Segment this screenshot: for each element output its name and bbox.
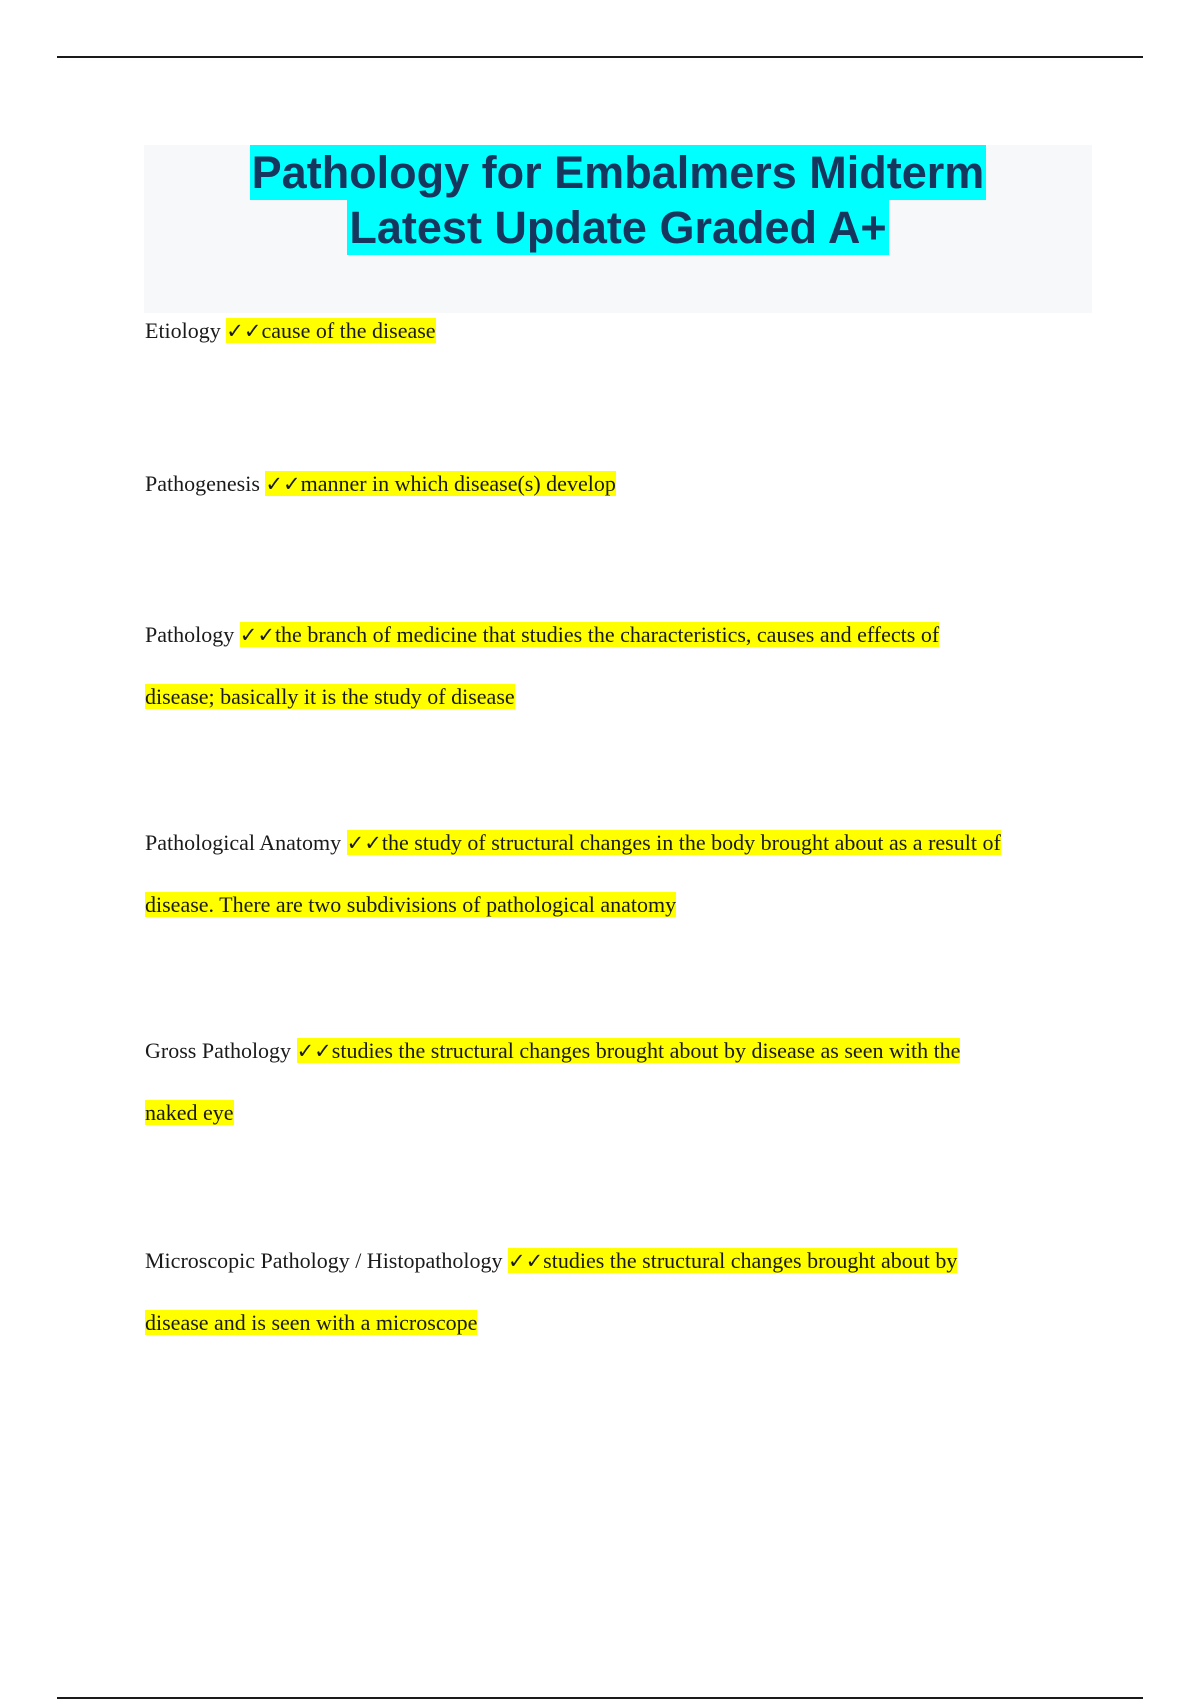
bottom-rule (57, 1697, 1143, 1699)
qa-entry-pathological-anatomy (145, 812, 1095, 935)
definition-text-continued: disease; basically it is the study of disease (145, 684, 515, 709)
double-check-icon: ✓✓ (265, 472, 301, 496)
double-check-icon: ✓✓ (226, 319, 262, 343)
qa-entry-pathology (145, 604, 1095, 727)
definition-text: the branch of medicine that studies the characteristics, causes and effects of (274, 622, 940, 647)
title-block (144, 145, 1092, 313)
definition-text-continued: disease. There are two subdivisions of pathological anatomy (145, 892, 677, 917)
definition-text-continued: disease and is seen with a microscope (145, 1310, 478, 1335)
qa-entry-pathogenesis (145, 453, 1095, 515)
qa-entry-microscopic-pathology (145, 1230, 1095, 1353)
double-check-icon: ✓✓ (239, 623, 275, 647)
definition-text: studies the structural changes brought about by disease as seen with the (331, 1038, 961, 1063)
qa-entry-etiology (145, 300, 1095, 362)
term-label: Pathology (145, 622, 235, 647)
definition-text: cause of the disease (261, 318, 436, 343)
term-label: Etiology (145, 318, 221, 343)
term-label: Gross Pathology (145, 1038, 292, 1063)
term-label: Pathological Anatomy (145, 830, 342, 855)
double-check-icon: ✓✓ (346, 831, 382, 855)
term-label: Microscopic Pathology / Histopathology (145, 1248, 503, 1273)
double-check-icon: ✓✓ (296, 1039, 332, 1063)
document-title-line-1: Pathology for Embalmers Midterm (251, 147, 985, 198)
double-check-icon: ✓✓ (507, 1249, 544, 1273)
definition-text: manner in which disease(s) develop (300, 471, 616, 496)
definition-text: studies the structural changes brought about by (543, 1248, 958, 1273)
qa-entry-gross-pathology (145, 1020, 1095, 1143)
document-title-line-2: Latest Update Graded A+ (349, 202, 887, 253)
term-label: Pathogenesis (145, 471, 260, 496)
definition-text-continued: naked eye (145, 1100, 234, 1125)
definition-text: the study of structural changes in the body brought about as a result of (381, 830, 1001, 855)
top-rule (57, 56, 1143, 58)
